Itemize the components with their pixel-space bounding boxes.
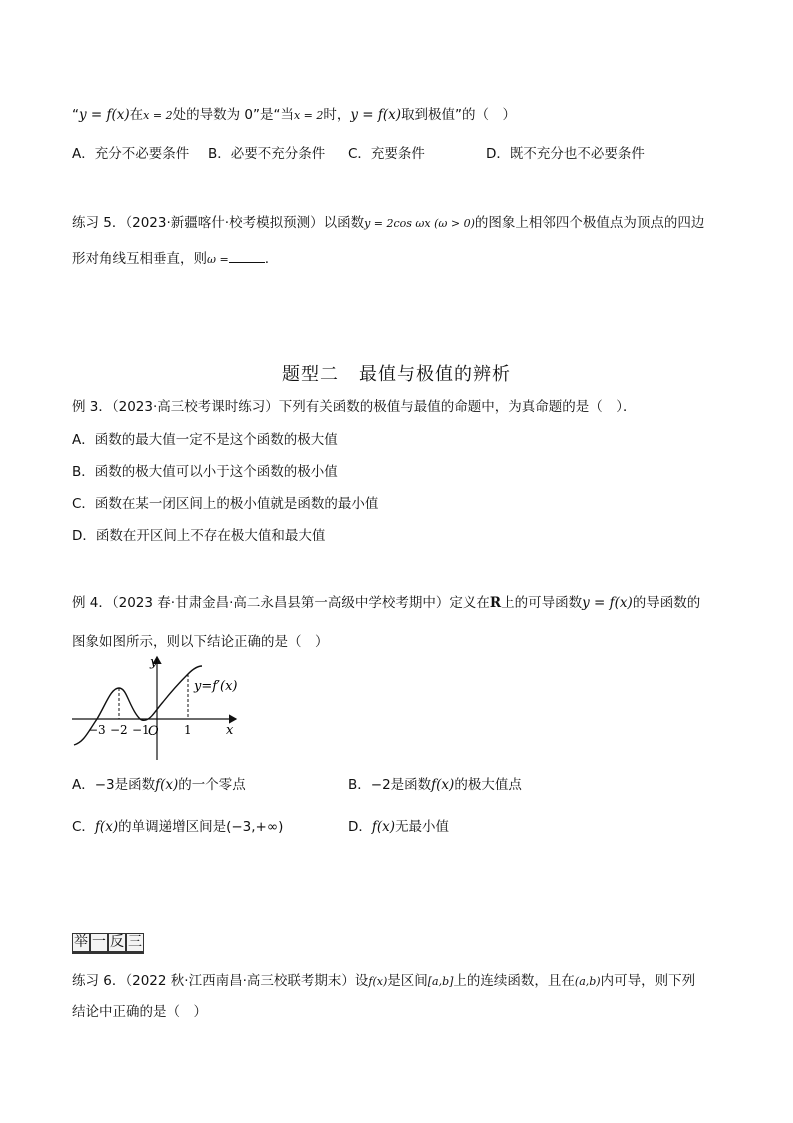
derivative-graph: [66, 652, 246, 762]
ex5-stem-line2: 形对角线互相垂直，则ω = .: [72, 251, 269, 267]
q1-option-a: A．充分不必要条件: [72, 146, 190, 162]
ex4-stem: 例 4．（2023 春·甘肃金昌·高二永昌县第一高级中学校考期中）定义在R上的可导函数y = f(x)的导函数的: [72, 595, 701, 611]
ex4-option-c: C．f(x)的单调递增区间是(−3,+∞): [72, 819, 284, 835]
ex4-option-a: A．−3是函数f(x)的一个零点: [72, 777, 246, 793]
section-heading: 题型二 最值与极值的辨析: [282, 364, 511, 385]
origin-label: O: [148, 724, 159, 739]
q1-option-d: D．既不充分也不必要条件: [486, 146, 645, 162]
ex5-stem: 练习 5．（2023·新疆喀什·校考模拟预测）以函数y = 2cos ωx (ω > 0)的图象上相邻四个极值点为顶点的四边: [72, 215, 705, 231]
ex4-option-b: B．−2是函数f(x)的极大值点: [348, 777, 522, 793]
q1-stem: “y = f(x)在x = 2处的导数为 0”是“当x = 2时，y = f(x)取到极值”的（ ）: [72, 107, 517, 123]
tick-label-minus1: −1: [132, 723, 150, 737]
ex6-stem: 练习 6．（2022 秋·江西南昌·高三校联考期末）设f(x)是区间[a,b]上的连续函数，且在(a,b)内可导，则下列: [72, 973, 696, 989]
curve-label: y=f′(x): [194, 679, 238, 694]
tick-label-minus2: −2: [110, 723, 128, 737]
ex3-option-b: B．函数的极大值可以小于这个函数的极小值: [72, 464, 338, 480]
tick-label-1: 1: [184, 723, 192, 737]
ex3-stem: 例 3．（2023·高三校考课时练习）下列有关函数的极值与最值的命题中，为真命题的是（ ）．: [72, 399, 637, 415]
ex6-stem-line2: 结论中正确的是（ ）: [72, 1004, 207, 1020]
ex4-stem-line2: 图象如图所示，则以下结论正确的是（ ）: [72, 634, 329, 650]
y-axis-label: y: [150, 655, 158, 670]
ex3-option-d: D．函数在开区间上不存在极大值和最大值: [72, 528, 326, 544]
practice-badge: 举 一 反 三: [72, 933, 144, 954]
x-axis-label: x: [226, 723, 234, 738]
tick-label-minus3: −3: [88, 723, 106, 737]
q1-option-b: B．必要不充分条件: [208, 146, 326, 162]
q1-option-c: C．充要条件: [348, 146, 425, 162]
ex3-option-c: C．函数在某一闭区间上的极小值就是函数的最小值: [72, 496, 379, 512]
answer-blank: [229, 250, 265, 263]
ex3-option-a: A．函数的最大值一定不是这个函数的极大值: [72, 432, 338, 448]
ex4-option-d: D．f(x)无最小值: [348, 819, 450, 835]
